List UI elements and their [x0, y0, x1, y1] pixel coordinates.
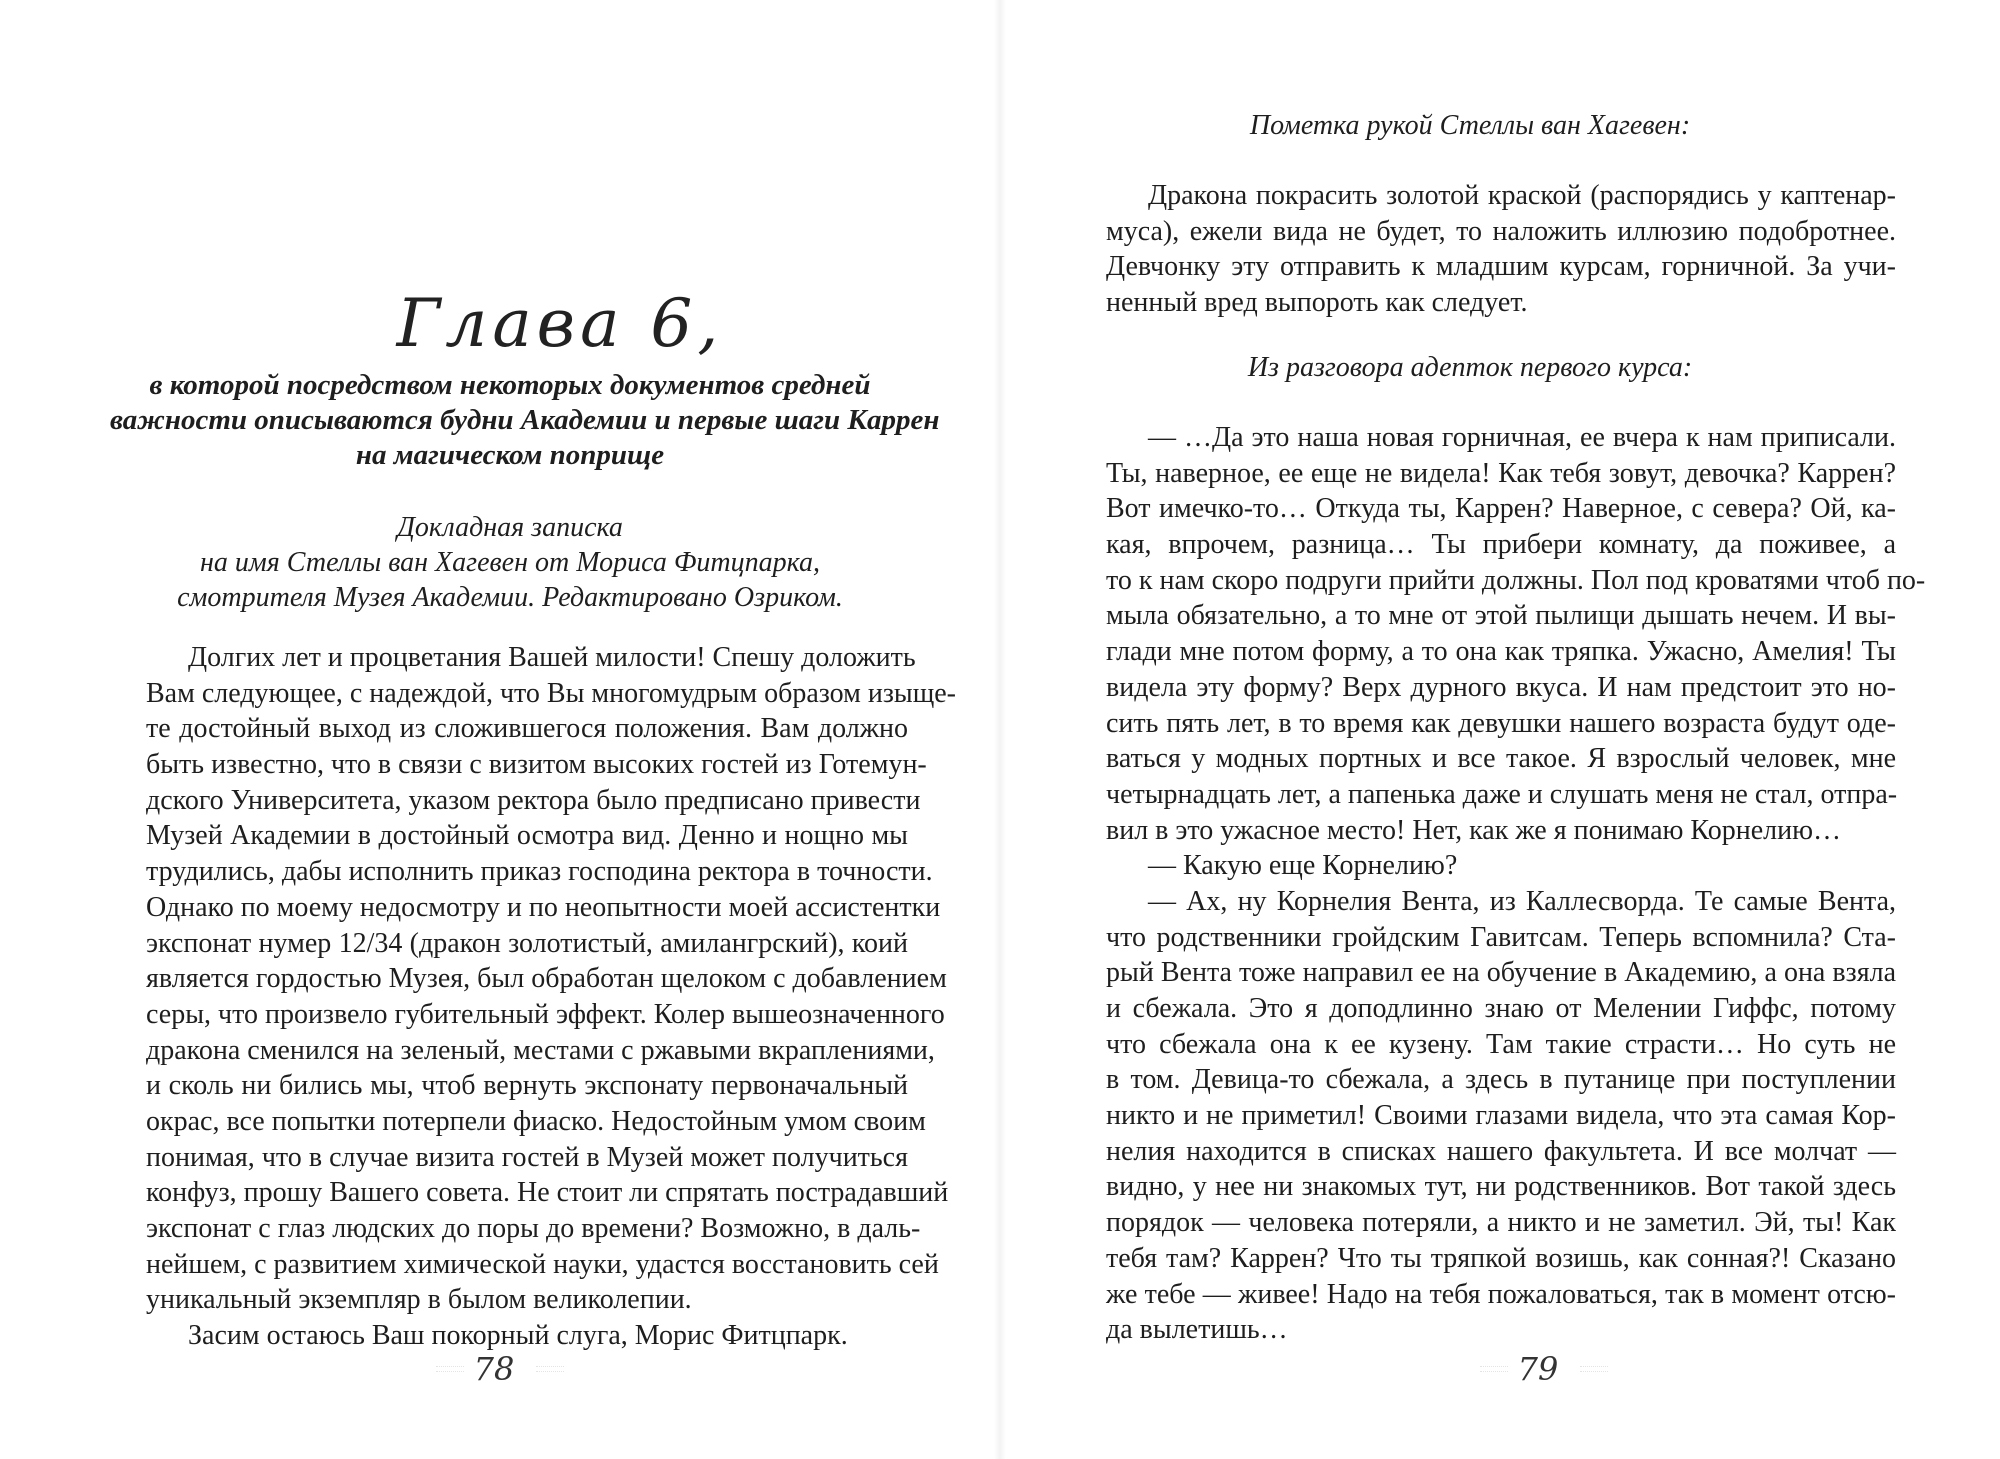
- note-body: [1106, 178, 1896, 321]
- text-line: Долгих лет и процветания Вашей милости! Спешу доложить: [188, 642, 916, 673]
- text-line: является гордостью Музея, был обработан щелоком с добавлением: [146, 963, 947, 995]
- conversation-heading: Из разговора адепток первого курса:: [1247, 352, 1693, 383]
- text-line: дракона сменился на зеленый, местами с ржавыми вкраплениями,: [146, 1034, 935, 1066]
- text-line: никто и не приметил! Своими глазами видела, что эта самая Кор-: [1106, 1100, 1896, 1132]
- conversation-body: [1106, 420, 1926, 1348]
- text-line: Дракона покрасить золотой краской (распорядись у каптенар-: [1148, 180, 1896, 211]
- document-heading: [110, 510, 910, 615]
- text-line: муса), ежели вида не будет, то наложить иллюзию подобротнее.: [1106, 215, 1896, 247]
- text-line: видела эту форму? Верх дурного вкуса. И нам предстоит это но-: [1106, 671, 1896, 703]
- chapter-subtitle-line: в которой посредством некоторых документов средней: [149, 369, 871, 401]
- document-heading-line: Докладная записка: [397, 512, 623, 543]
- text-line: что сбежала она к ее кузену. Там такие страсти… Но суть не: [1106, 1028, 1896, 1060]
- page-number: 79: [1517, 1350, 1559, 1388]
- text-line: — …Да это наша новая горничная, ее вчера к нам приписали.: [1148, 422, 1896, 453]
- text-line: четырнадцать лет, а папенька даже и слушать меня не стал, отпра-: [1106, 778, 1898, 810]
- text-line: Однако по моему недосмотру и по неопытности моей ассистентки: [146, 891, 941, 923]
- chapter-subtitle-line: важности описываются будни Академии и первые шаги Каррен: [110, 404, 940, 436]
- text-line: конфуз, прошу Вашего совета. Не стоит ли спрятать пострадавший: [146, 1177, 949, 1209]
- text-line: и сбежала. Это я доподлинно знаю от Мелении Гиффс, потому: [1106, 993, 1896, 1024]
- text-line: Вам следующее, с надеждой, что Вы многомудрым образом изыще-: [146, 677, 957, 709]
- text-line: в том. Девица-то сбежала, а здесь в путанице при поступлении: [1106, 1064, 1896, 1096]
- text-line: сить пять лет, в то время как девушки нашего возраста будут оде-: [1106, 707, 1896, 739]
- text-line: экспонат с глаз людских до поры до времени? Возможно, в даль-: [146, 1213, 921, 1244]
- document-heading-line: смотрителя Музея Академии. Редактировано Озриком.: [177, 582, 843, 613]
- chapter-subtitle: [110, 368, 940, 473]
- page-number: 78: [473, 1350, 515, 1388]
- text-line: серы, что произвело губительный эффект. Колер вышеозначенного: [146, 998, 945, 1030]
- text-line: — Ах, ну Корнелия Вента, из Каллесворда. Те самые Вента,: [1148, 885, 1896, 917]
- report-body: [146, 640, 957, 1354]
- text-line: то к нам скоро подруги прийти должны. Пол под кроватями чтоб по-: [1106, 564, 1926, 596]
- text-line: экспонат нумер 12/34 (дракон золотистый, амилангрский), коий: [146, 927, 908, 959]
- text-line: да вылетишь…: [1106, 1314, 1288, 1346]
- chapter-title: Глава 6,: [396, 285, 724, 362]
- page-number-ornament: [1580, 1366, 1608, 1372]
- text-line: Ты, наверное, ее еще не видела! Как тебя зовут, девочка? Каррен?: [1106, 457, 1896, 489]
- text-line: кая, впрочем, разница… Ты прибери комнату, да поживее, а: [1106, 529, 1896, 561]
- text-line: уникальный экземпляр в былом великолепии.: [146, 1284, 692, 1316]
- text-line: дского Университета, указом ректора было предписано привести: [146, 784, 921, 816]
- text-line: и сколь ни бились мы, чтоб вернуть экспонату первоначальный: [146, 1070, 908, 1102]
- text-line: Засим остаюсь Ваш покорный слуга, Морис Фитцпарк.: [188, 1320, 848, 1352]
- text-line: мыла обязательно, а то мне от этой пылищи дышать нечем. И вы-: [1106, 600, 1896, 632]
- text-line: нейшем, с развитием химической науки, удастся восстановить сей: [146, 1248, 939, 1280]
- text-line: же тебе — живее! Надо на тебя пожаловаться, так в момент отсю-: [1106, 1278, 1896, 1310]
- text-line: нелия находится в списках нашего факультета. И все молчат —: [1106, 1135, 1896, 1167]
- text-line: Вот имечко-то… Откуда ты, Каррен? Наверное, с севера? Ой, ка-: [1106, 493, 1896, 525]
- text-line: видно, у нее ни знакомых тут, ни родственников. Вот такой здесь: [1106, 1171, 1896, 1203]
- text-line: понимая, что в случае визита гостей в Музей может получиться: [146, 1141, 908, 1173]
- text-line: те достойный выход из сложившегося положения. Вам должно: [146, 713, 908, 745]
- text-line: — Какую еще Корнелию?: [1148, 850, 1458, 882]
- text-line: Музей Академии в достойный осмотра вид. Денно и нощно мы: [146, 820, 908, 852]
- text-line: ненный вред выпороть как следует.: [1106, 287, 1528, 319]
- chapter-subtitle-line: на магическом поприще: [355, 439, 665, 471]
- page-number-ornament: [536, 1366, 564, 1372]
- text-line: тебя там? Каррен? Что ты тряпкой возишь, как сонная?! Сказано: [1106, 1242, 1896, 1274]
- text-line: рый Вента тоже направил ее на обучение в Академию, а она взяла: [1106, 957, 1896, 989]
- text-line: глади мне потом форму, а то она как тряпка. Ужасно, Амелия! Ты: [1106, 636, 1896, 668]
- text-line: вил в это ужасное место! Нет, как же я понимаю Корнелию…: [1106, 814, 1841, 846]
- note-heading: Пометка рукой Стеллы ван Хагевен:: [1249, 110, 1691, 141]
- text-line: что родственники гройдским Гавитсам. Теперь вспомнила? Ста-: [1106, 921, 1896, 953]
- text-line: трудились, дабы исполнить приказ господина ректора в точности.: [146, 856, 933, 888]
- text-line: быть известно, что в связи с визитом высоких гостей из Готемун-: [146, 749, 927, 781]
- text-line: Девчонку эту отправить к младшим курсам, горничной. За учи-: [1106, 251, 1896, 283]
- text-line: порядок — человека потеряли, а никто и не заметил. Эй, ты! Как: [1106, 1207, 1896, 1239]
- text-line: окрас, все попытки потерпели фиаско. Недостойным умом своим: [146, 1105, 926, 1137]
- text-line: ваться у модных портных и все такое. Я взрослый человек, мне: [1106, 743, 1896, 775]
- document-heading-line: на имя Стеллы ван Хагевен от Мориса Фитцпарка,: [200, 547, 820, 578]
